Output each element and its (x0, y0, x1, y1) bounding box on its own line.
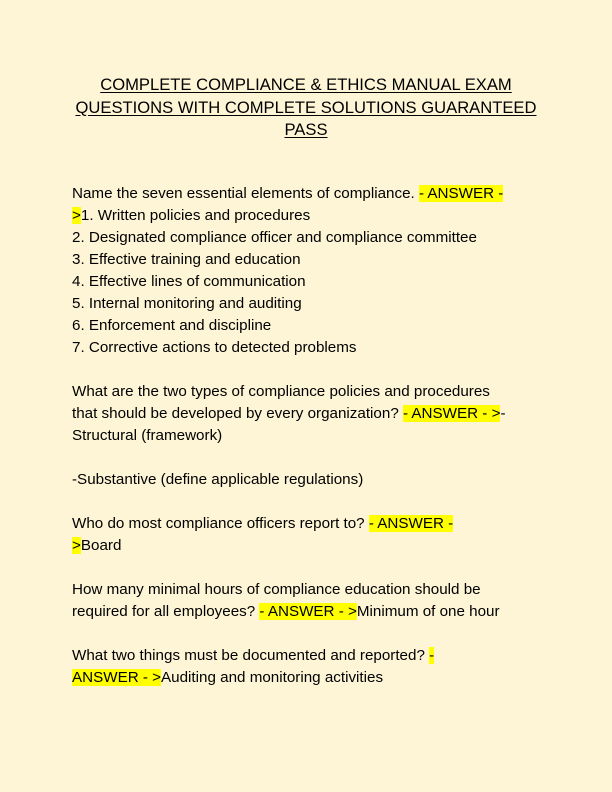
title-line-2: QUESTIONS WITH COMPLETE SOLUTIONS GUARANTEED (75, 97, 537, 117)
answer-tag: - ANSWER - > (402, 405, 501, 422)
answer-line (72, 667, 552, 689)
list-item: 7. Corrective actions to detected problems (72, 339, 357, 356)
answer-tag: ANSWER - > (72, 669, 162, 686)
answer-tag: - ANSWER - (418, 185, 504, 202)
question-text: that should be developed by every organization? (72, 405, 403, 422)
answer-tag: - ANSWER - > (259, 603, 357, 620)
list-item: 6. Enforcement and discipline (72, 317, 272, 334)
title-line-3: PASS (284, 120, 328, 139)
question-text: Who do most compliance officers report to? (72, 515, 369, 532)
question-line (72, 645, 552, 667)
question-line (72, 601, 552, 623)
question-text: How many minimal hours of compliance education should be (72, 581, 481, 598)
document-body (72, 183, 552, 711)
answer-text: Minimum of one hour (356, 603, 500, 620)
qa-block-2-continued (72, 469, 552, 491)
answer-tag: - (429, 647, 435, 664)
question-text: What are the two types of compliance policies and procedures (72, 383, 490, 400)
answer-line (72, 205, 552, 227)
answer-text: Board (80, 537, 122, 554)
qa-block-5 (72, 645, 552, 689)
question-text: required for all employees? (72, 603, 260, 620)
title-line-1: COMPLETE COMPLIANCE & ETHICS MANUAL EXAM (100, 75, 512, 94)
answer-tag: > (72, 537, 81, 554)
qa-block-2 (72, 381, 552, 447)
answer-text: -Substantive (define applicable regulations) (72, 471, 364, 488)
answer-tag: > (72, 207, 81, 224)
list-item: 3. Effective training and education (72, 251, 301, 268)
question-line (72, 183, 552, 205)
list-item: 4. Effective lines of communication (72, 273, 306, 290)
answer-text: Structural (framework) (72, 427, 223, 444)
list-item: 5. Internal monitoring and auditing (72, 295, 302, 312)
list-item: 2. Designated compliance officer and compliance committee (72, 229, 477, 246)
answer-tag: - ANSWER - (368, 515, 454, 532)
answer-text: Auditing and monitoring activities (161, 669, 384, 686)
question-line (72, 513, 552, 535)
answer-text: 1. Written policies and procedures (80, 207, 311, 224)
qa-block-1 (72, 183, 552, 359)
question-text: Name the seven essential elements of compliance. (72, 185, 419, 202)
question-line (72, 403, 552, 425)
document-title (60, 74, 552, 142)
answer-line (72, 535, 552, 557)
qa-block-4 (72, 579, 552, 623)
qa-block-3 (72, 513, 552, 557)
answer-text: - (500, 405, 506, 422)
question-text: What two things must be documented and reported? (72, 647, 430, 664)
